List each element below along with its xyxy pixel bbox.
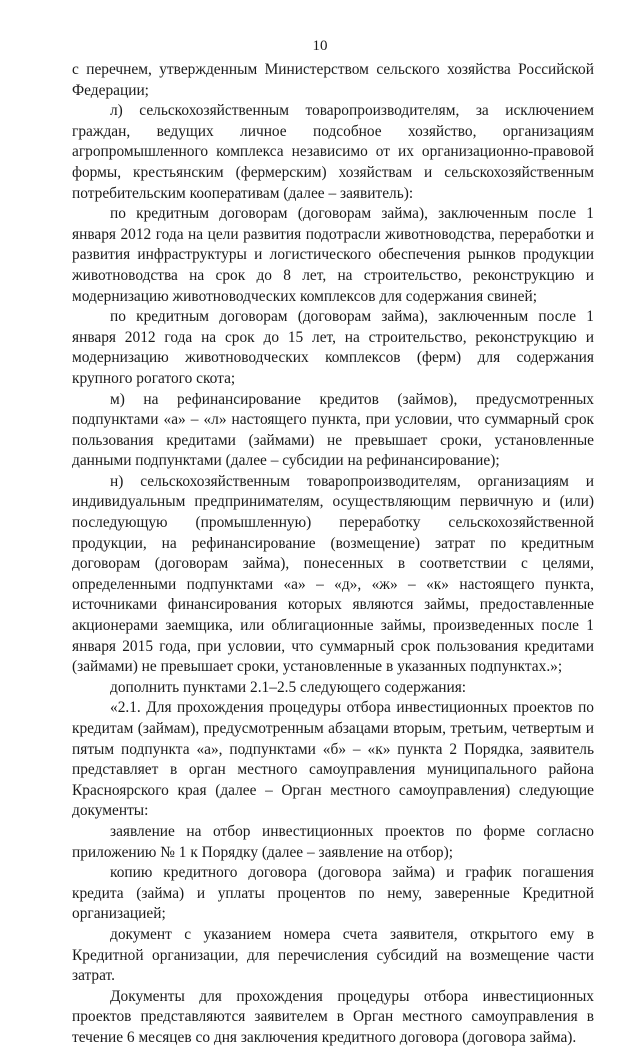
paragraph-application: заявление на отбор инвестиционных проектов по форме согласно приложению № 1 к Порядку (далее – заявление на отбор);: [72, 822, 594, 861]
paragraph-item-l: л) сельскохозяйственным товаропроизводителям, за исключением граждан, ведущих личное подсобное хозяйство, организациям агропромышленного комплекса независимо от их организационно-правовой формы, крестьянским (фермерским) хозяйствам и сельскохозяйственным потребительским кооперативам (далее – заявитель):: [72, 102, 594, 202]
paragraph-credit-copy: копию кредитного договора (договора займа) и график погашения кредита (займа) и уплаты процентов по нему, заверенные Кредитной организацией;: [72, 864, 594, 923]
paragraph-continuation: с перечнем, утвержденным Министерством сельского хозяйства Российской Федерации;: [72, 61, 594, 99]
paragraph-add-points: дополнить пунктами 2.1–2.5 следующего содержания:: [110, 678, 467, 696]
paragraph-2-1: «2.1. Для прохождения процедуры отбора инвестиционных проектов по кредитам (займам), предусмотренным абзацами вторым, третьим, четвертым и пятым подпункта «а», подпунктами «б» – «к» пункта 2 Порядка, заявитель представляет в орган местного самоуправления муниципального района Красноярского края (далее – Орган местного самоуправления) следующие документы:: [72, 699, 594, 820]
paragraph-credit-pigs: по кредитным договорам (договорам займа), заключенным после 1 января 2012 года на цели развития подотрасли животноводства, переработки и развития инфраструктуры и логистического обеспечения рынков продукции животноводства на срок до 8 лет, на строительство, реконструкцию и модернизацию животноводческих комплексов для содержания свиней;: [72, 205, 594, 305]
page-number: 10: [312, 38, 328, 54]
paragraph-submission-term: Документы для прохождения процедуры отбора инвестиционных проектов представляются заявителем в Орган местного самоуправления в течение 6 месяцев со дня заключения кредитного договора (договора займа).: [72, 987, 594, 1046]
paragraph-item-m: м) на рефинансирование кредитов (займов), предусмотренных подпунктами «а» – «л» настоящего пункта, при условии, что суммарный срок пользования кредитами (займами) не превышает сроки, установленные данными подпунктами (далее – субсидии на рефинансирование);: [72, 390, 594, 470]
paragraph-item-n: н) сельскохозяйственным товаропроизводителям, организациям и индивидуальным предпринимателям, осуществляющим первичную и (или) последующую (промышленную) переработку сельскохозяйственной продукции, на рефинансирование (возмещение) затрат по кредитным договорам (договорам займа), понесенных в соответствии с целями, определенными подпунктами «а» – «д», «ж» – «к» настоящего пункта, источниками финансирования которых являются займы, предоставленные акционерами заемщика, или облигационные займы, произведенных после 1 января 2015 года, при условии, что суммарный срок пользования кредитами (займами) не превышает сроки, установленные в указанных подпунктах.»;: [72, 472, 594, 676]
paragraph-credit-cattle: по кредитным договорам (договорам займа), заключенным после 1 января 2012 года на срок до 15 лет, на строительство, реконструкцию и модернизацию животноводческих комплексов (ферм) для содержания крупного рогатого скота;: [72, 308, 594, 387]
document-body: [72, 60, 594, 1049]
paragraph-account-document: документ с указанием номера счета заявителя, открытого ему в Кредитной организации, для перечисления субсидий на возмещение части затрат.: [72, 925, 594, 985]
